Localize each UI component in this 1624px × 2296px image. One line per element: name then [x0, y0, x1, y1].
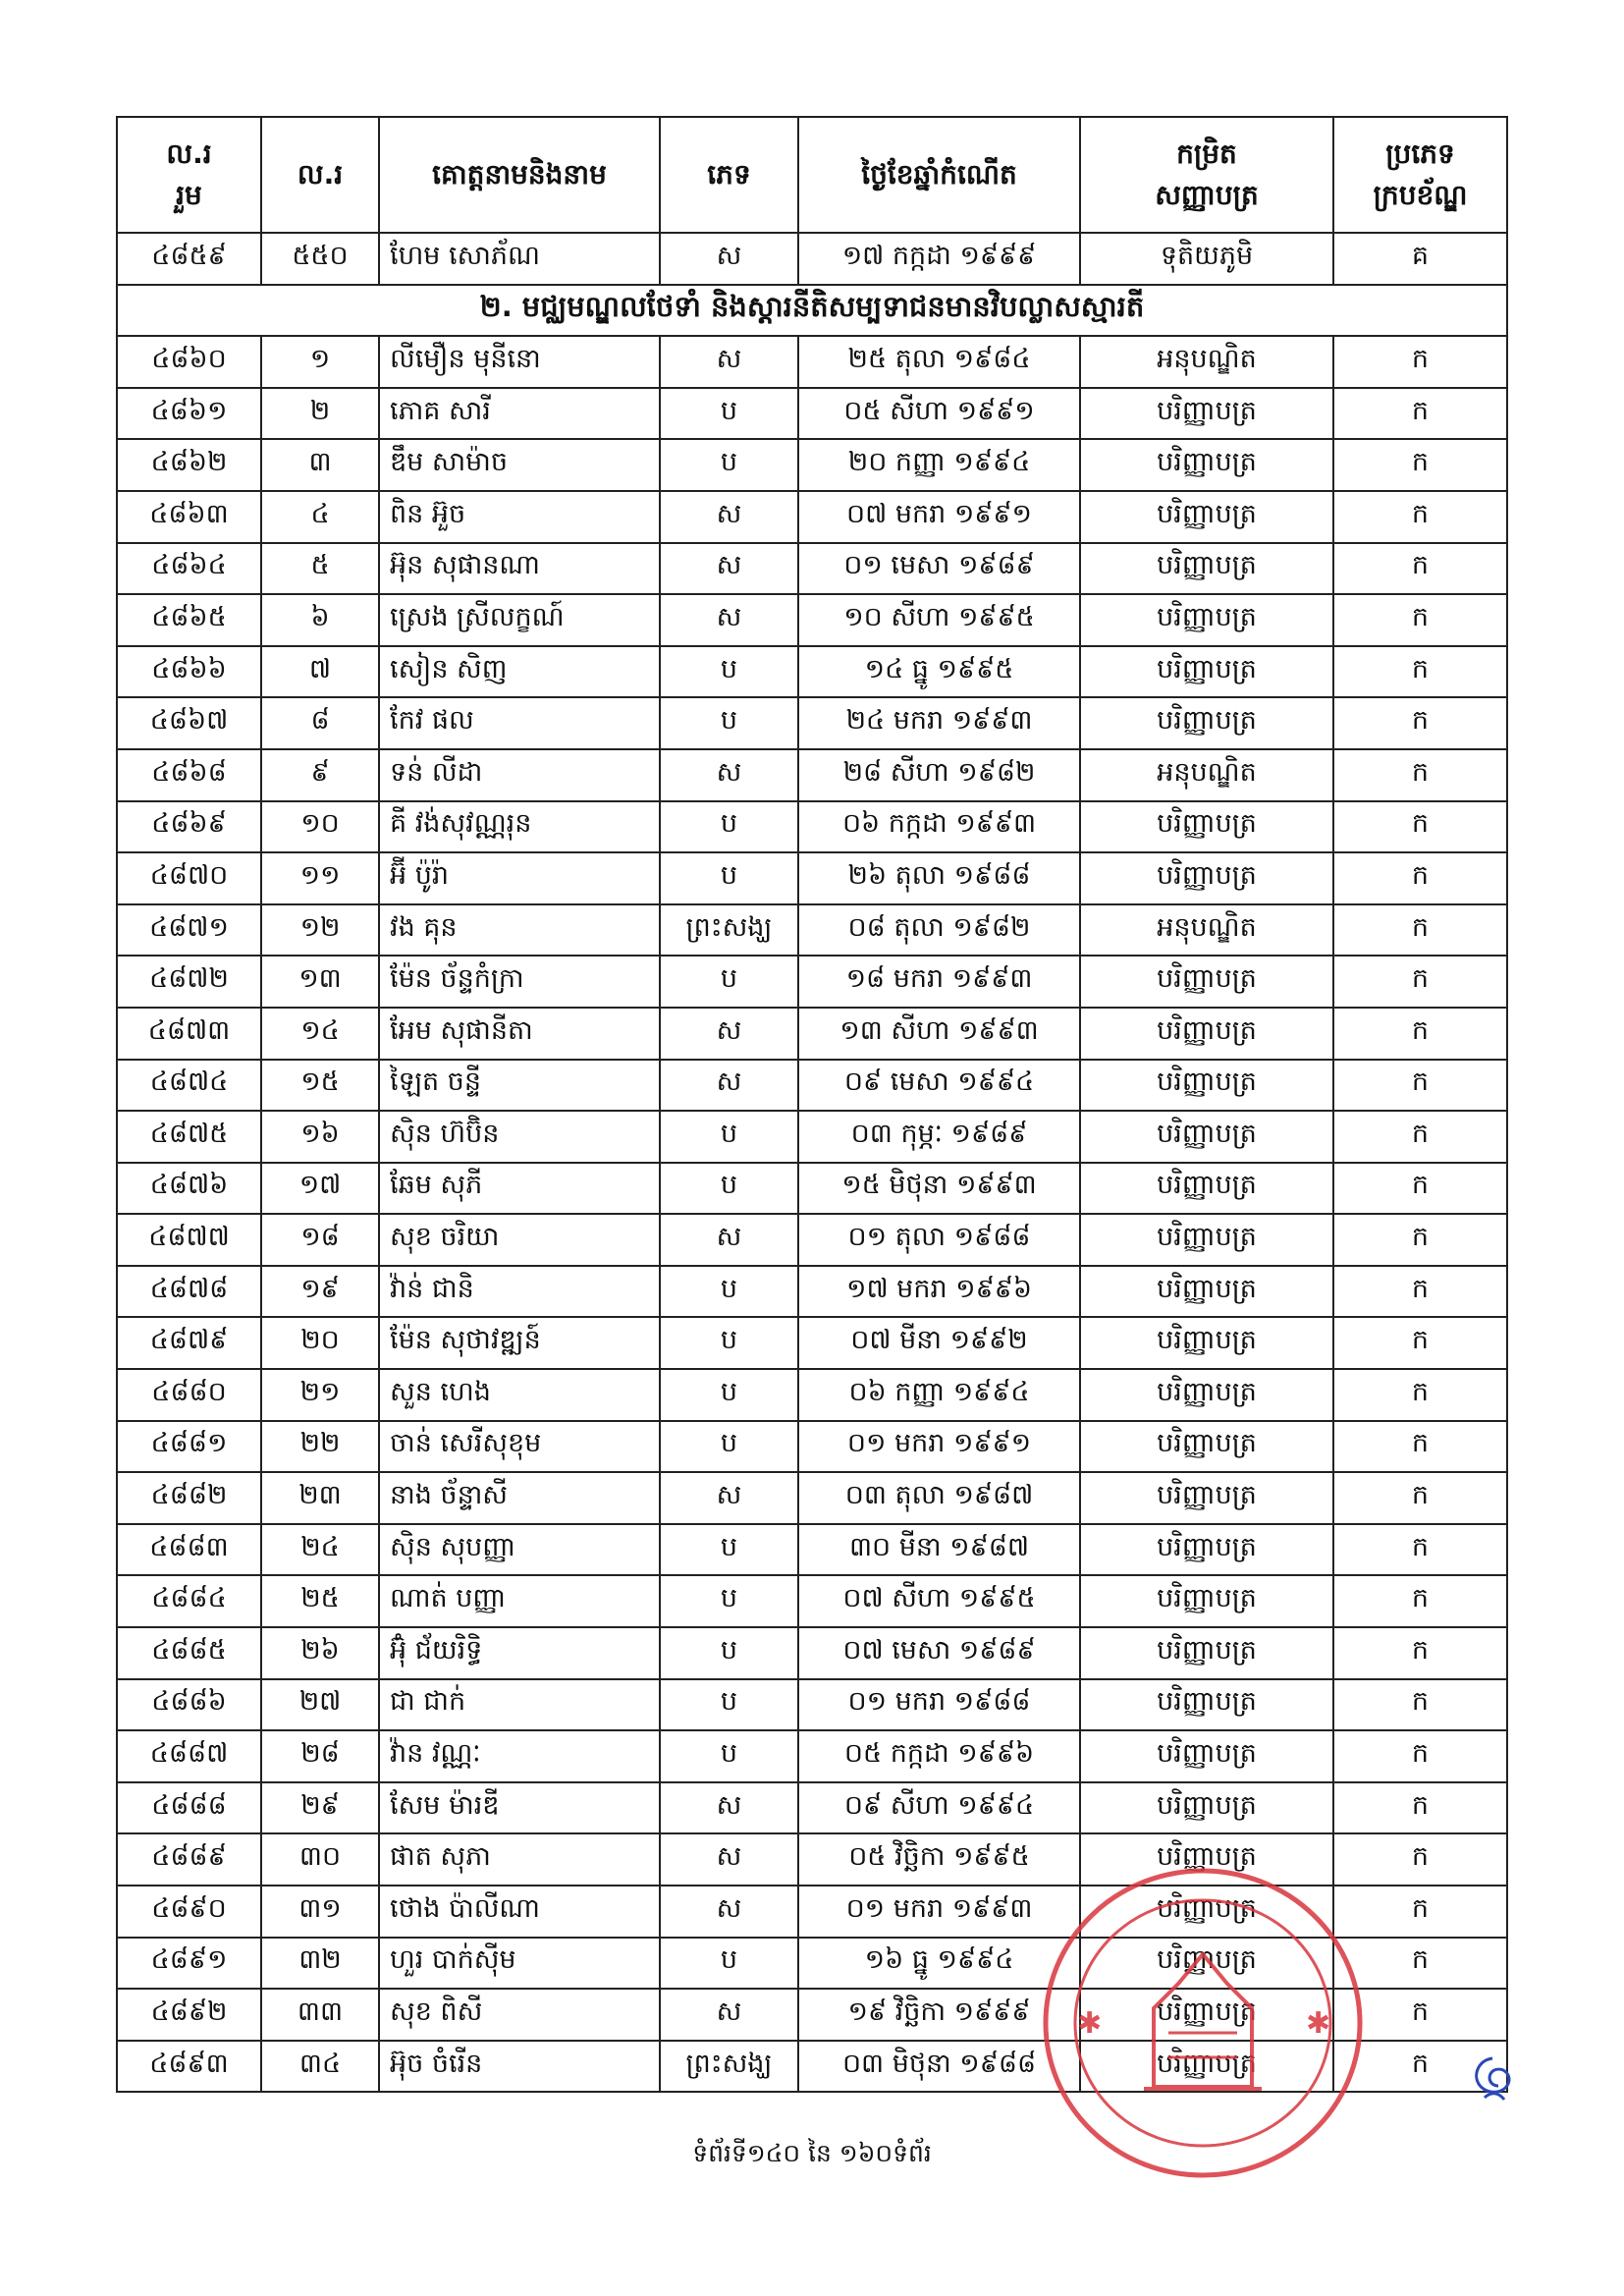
- cell-total-number: ៤៨៧៥: [117, 1111, 261, 1163]
- cell-number: ១២: [261, 904, 379, 957]
- cell-degree: បរិញ្ញាបត្រ: [1080, 594, 1333, 646]
- cell-full-name: ម៉ែន សុថាវឌ្ឍន៍: [379, 1317, 660, 1369]
- document-page: [116, 116, 1506, 2093]
- cell-number: ១៥: [261, 1060, 379, 1112]
- cell-degree: បរិញ្ញាបត្រ: [1080, 1111, 1333, 1163]
- cell-full-name: ឆែម សុភី: [379, 1163, 660, 1215]
- cell-full-name: ម៉ែន ច័ន្ទកំក្រា: [379, 956, 660, 1008]
- cell-framework-type: ក: [1333, 1782, 1507, 1834]
- cell-framework-type: ក: [1333, 2041, 1507, 2093]
- table-row: [117, 1317, 1507, 1369]
- cell-date-of-birth: ០៥ កក្កដា ១៩៩៦: [798, 1730, 1080, 1782]
- cell-number: ១៨: [261, 1214, 379, 1266]
- cell-framework-type: គ: [1333, 233, 1507, 285]
- table-row: [117, 1524, 1507, 1576]
- cell-date-of-birth: ០៧ មករា ១៩៩១: [798, 491, 1080, 543]
- cell-full-name: ពិន អ៊ួច: [379, 491, 660, 543]
- page-number: ទំព័រទី១៤០ នៃ ១៦០ទំព័រ: [692, 2139, 932, 2167]
- cell-number: ១៤: [261, 1008, 379, 1060]
- cell-degree: បរិញ្ញាបត្រ: [1080, 1266, 1333, 1318]
- cell-number: ២៨: [261, 1730, 379, 1782]
- cell-gender: ស: [660, 1833, 798, 1886]
- cell-number: ៤: [261, 491, 379, 543]
- cell-total-number: ៤៨៧៦: [117, 1163, 261, 1215]
- cell-date-of-birth: ០១ មករា ១៩៨៨: [798, 1679, 1080, 1731]
- cell-full-name: វ៉ាន់ ជានិ: [379, 1266, 660, 1318]
- cell-full-name: អ៊ុន សុផានណា: [379, 543, 660, 595]
- table-body: [117, 233, 1507, 2092]
- cell-framework-type: ក: [1333, 646, 1507, 698]
- cell-date-of-birth: ០៣ កុម្ភៈ ១៩៨៩: [798, 1111, 1080, 1163]
- cell-date-of-birth: ២៥ តុលា ១៩៨៤: [798, 336, 1080, 388]
- cell-degree: បរិញ្ញាបត្រ: [1080, 1472, 1333, 1524]
- cell-full-name: លីមឿន មុនីនោ: [379, 336, 660, 388]
- cell-gender: ប: [660, 1679, 798, 1731]
- table-row: [117, 1989, 1507, 2041]
- cell-date-of-birth: ០១ មករា ១៩៩៣: [798, 1886, 1080, 1938]
- cell-date-of-birth: ០៣ មិថុនា ១៩៨៨: [798, 2041, 1080, 2093]
- cell-number: ៥: [261, 543, 379, 595]
- cell-framework-type: ក: [1333, 439, 1507, 491]
- cell-date-of-birth: ០១ មករា ១៩៩១: [798, 1421, 1080, 1473]
- cell-total-number: ៤៨៦៥: [117, 594, 261, 646]
- table-row: [117, 1214, 1507, 1266]
- cell-full-name: កែវ ផល: [379, 697, 660, 749]
- cell-date-of-birth: ២៦ តុលា ១៩៨៨: [798, 852, 1080, 904]
- table-row: [117, 852, 1507, 904]
- cell-number: ៩: [261, 749, 379, 801]
- cell-degree: បរិញ្ញាបត្រ: [1080, 543, 1333, 595]
- cell-framework-type: ក: [1333, 1938, 1507, 1990]
- table-row: [117, 1938, 1507, 1990]
- cell-gender: ប: [660, 1627, 798, 1679]
- cell-full-name: អ៊ុំ ជ័យរិទ្ធិ: [379, 1627, 660, 1679]
- cell-full-name: ផាត សុភា: [379, 1833, 660, 1886]
- cell-total-number: ៤៨៧៧: [117, 1214, 261, 1266]
- cell-gender: ប: [660, 1730, 798, 1782]
- header-number: ល.រ: [261, 117, 379, 233]
- cell-total-number: ៤៨៨៧: [117, 1730, 261, 1782]
- cell-framework-type: ក: [1333, 1111, 1507, 1163]
- cell-full-name: ស្រេង ស្រីលក្ខណ៍: [379, 594, 660, 646]
- cell-total-number: ៤៨៧៩: [117, 1317, 261, 1369]
- cell-total-number: ៤៨៩១: [117, 1938, 261, 1990]
- cell-gender: ប: [660, 1163, 798, 1215]
- cell-full-name: សែម ម៉ារឌី: [379, 1782, 660, 1834]
- cell-number: ៣១: [261, 1886, 379, 1938]
- cell-total-number: ៤៨៨០: [117, 1369, 261, 1421]
- cell-gender: ប: [660, 439, 798, 491]
- cell-date-of-birth: ០៧ សីហា ១៩៩៥: [798, 1575, 1080, 1627]
- table-row: [117, 491, 1507, 543]
- cell-gender: ប: [660, 1111, 798, 1163]
- table-row: [117, 1163, 1507, 1215]
- cell-framework-type: ក: [1333, 1989, 1507, 2041]
- cell-full-name: ជា ជាក់: [379, 1679, 660, 1731]
- cell-gender: ស: [660, 1782, 798, 1834]
- table-row: [117, 697, 1507, 749]
- cell-date-of-birth: ១៤ ធ្នូ ១៩៩៥: [798, 646, 1080, 698]
- cell-total-number: ៤៨៩៣: [117, 2041, 261, 2093]
- table-row: [117, 1060, 1507, 1112]
- cell-total-number: ៤៨៦៩: [117, 801, 261, 853]
- cell-number: ១០: [261, 801, 379, 853]
- cell-number: ៣២: [261, 1938, 379, 1990]
- cell-total-number: ៤៨៨៩: [117, 1833, 261, 1886]
- cell-date-of-birth: ២៨ សីហា ១៩៨២: [798, 749, 1080, 801]
- cell-total-number: ៤៨៦២: [117, 439, 261, 491]
- header-degree: កម្រិត សញ្ញាបត្រ: [1080, 117, 1333, 233]
- table-row: [117, 1369, 1507, 1421]
- cell-number: ២២: [261, 1421, 379, 1473]
- cell-degree: បរិញ្ញាបត្រ: [1080, 1008, 1333, 1060]
- cell-degree: បរិញ្ញាបត្រ: [1080, 1317, 1333, 1369]
- cell-full-name: វង គុន: [379, 904, 660, 957]
- cell-number: ២៤: [261, 1524, 379, 1576]
- cell-framework-type: ក: [1333, 1575, 1507, 1627]
- cell-degree: បរិញ្ញាបត្រ: [1080, 697, 1333, 749]
- cell-number: ១: [261, 336, 379, 388]
- cell-date-of-birth: ១៥ មិថុនា ១៩៩៣: [798, 1163, 1080, 1215]
- cell-total-number: ៤៨៨២: [117, 1472, 261, 1524]
- cell-full-name: ចាន់ សេរីសុខុម: [379, 1421, 660, 1473]
- cell-total-number: ៤៨៨៣: [117, 1524, 261, 1576]
- cell-gender: ប: [660, 852, 798, 904]
- cell-degree: បរិញ្ញាបត្រ: [1080, 1833, 1333, 1886]
- section-row: [117, 285, 1507, 337]
- cell-total-number: ៤៨៦៣: [117, 491, 261, 543]
- cell-full-name: ថោង ប៉ាលីណា: [379, 1886, 660, 1938]
- cell-gender: ស: [660, 1060, 798, 1112]
- cell-degree: បរិញ្ញាបត្រ: [1080, 1989, 1333, 2041]
- cell-gender: ប: [660, 1421, 798, 1473]
- cell-framework-type: ក: [1333, 1421, 1507, 1473]
- cell-date-of-birth: ១០ សីហា ១៩៩៥: [798, 594, 1080, 646]
- cell-degree: បរិញ្ញាបត្រ: [1080, 956, 1333, 1008]
- cell-degree: បរិញ្ញាបត្រ: [1080, 439, 1333, 491]
- cell-full-name: សុខ ចរិយា: [379, 1214, 660, 1266]
- table-row: [117, 594, 1507, 646]
- cell-date-of-birth: ០៦ កញ្ញា ១៩៩៤: [798, 1369, 1080, 1421]
- personnel-table: [116, 116, 1508, 2093]
- cell-number: ៦: [261, 594, 379, 646]
- cell-full-name: វ៉ាន វណ្ណៈ: [379, 1730, 660, 1782]
- table-row: [117, 1886, 1507, 1938]
- cell-number: ២៦: [261, 1627, 379, 1679]
- table-row: [117, 233, 1507, 285]
- cell-full-name: សួន ហេង: [379, 1369, 660, 1421]
- cell-degree: បរិញ្ញាបត្រ: [1080, 1214, 1333, 1266]
- cell-total-number: ៤៨៧៨: [117, 1266, 261, 1318]
- cell-number: ១៣: [261, 956, 379, 1008]
- cell-framework-type: ក: [1333, 1266, 1507, 1318]
- cell-full-name: ហួរ បាក់ស៊ីម: [379, 1938, 660, 1990]
- table-row: [117, 439, 1507, 491]
- cell-degree: បរិញ្ញាបត្រ: [1080, 1782, 1333, 1834]
- cell-framework-type: ក: [1333, 388, 1507, 440]
- table-row: [117, 1575, 1507, 1627]
- cell-gender: ប: [660, 1317, 798, 1369]
- cell-full-name: ភោគ សារី: [379, 388, 660, 440]
- table-row: [117, 1421, 1507, 1473]
- cell-degree: បរិញ្ញាបត្រ: [1080, 1886, 1333, 1938]
- cell-degree: បរិញ្ញាបត្រ: [1080, 491, 1333, 543]
- cell-framework-type: ក: [1333, 594, 1507, 646]
- cell-total-number: ៤៨៧០: [117, 852, 261, 904]
- cell-degree: បរិញ្ញាបត្រ: [1080, 1421, 1333, 1473]
- table-row: [117, 1782, 1507, 1834]
- cell-gender: ព្រះសង្ឃ: [660, 904, 798, 957]
- cell-degree: អនុបណ្ឌិត: [1080, 336, 1333, 388]
- cell-full-name: ឌឹម សាម៉ាច: [379, 439, 660, 491]
- cell-gender: ស: [660, 1214, 798, 1266]
- cell-framework-type: ក: [1333, 801, 1507, 853]
- header-full-name: គោត្តនាមនិងនាម: [379, 117, 660, 233]
- cell-degree: បរិញ្ញាបត្រ: [1080, 1369, 1333, 1421]
- cell-total-number: ៤៨៦៧: [117, 697, 261, 749]
- cell-gender: ស: [660, 543, 798, 595]
- cell-framework-type: ក: [1333, 491, 1507, 543]
- cell-total-number: ៤៨៧២: [117, 956, 261, 1008]
- table-row: [117, 1730, 1507, 1782]
- cell-framework-type: ក: [1333, 1833, 1507, 1886]
- table-header: [117, 117, 1507, 233]
- cell-total-number: ៤៨៨៤: [117, 1575, 261, 1627]
- cell-total-number: ៤៨៦០: [117, 336, 261, 388]
- cell-total-number: ៤៨៩២: [117, 1989, 261, 2041]
- cell-degree: បរិញ្ញាបត្រ: [1080, 1938, 1333, 1990]
- cell-gender: ស: [660, 1008, 798, 1060]
- table-row: [117, 1833, 1507, 1886]
- cell-number: ៨: [261, 697, 379, 749]
- cell-total-number: ៤៨៦៨: [117, 749, 261, 801]
- cell-date-of-birth: ១៧ មករា ១៩៩៦: [798, 1266, 1080, 1318]
- cell-number: ៣: [261, 439, 379, 491]
- cell-number: ៥៥០: [261, 233, 379, 285]
- cell-gender: ប: [660, 1575, 798, 1627]
- cell-gender: ស: [660, 594, 798, 646]
- cell-framework-type: ក: [1333, 1886, 1507, 1938]
- cell-full-name: ណាត់ បញ្ញា: [379, 1575, 660, 1627]
- cell-framework-type: ក: [1333, 697, 1507, 749]
- cell-total-number: ៤៨៨៦: [117, 1679, 261, 1731]
- cell-gender: ប: [660, 956, 798, 1008]
- table-row: [117, 956, 1507, 1008]
- cell-full-name: ស៊ិន សុបញ្ញា: [379, 1524, 660, 1576]
- cell-number: ១៩: [261, 1266, 379, 1318]
- cell-gender: ស: [660, 749, 798, 801]
- cell-number: ៣០: [261, 1833, 379, 1886]
- cell-degree: បរិញ្ញាបត្រ: [1080, 801, 1333, 853]
- cell-framework-type: ក: [1333, 543, 1507, 595]
- cell-date-of-birth: ០១ មេសា ១៩៨៩: [798, 543, 1080, 595]
- cell-framework-type: ក: [1333, 1627, 1507, 1679]
- table-row: [117, 749, 1507, 801]
- cell-date-of-birth: ៣០ មីនា ១៩៨៧: [798, 1524, 1080, 1576]
- cell-gender: ប: [660, 646, 798, 698]
- cell-date-of-birth: ០៩ មេសា ១៩៩៤: [798, 1060, 1080, 1112]
- cell-degree: ទុតិយភូមិ: [1080, 233, 1333, 285]
- cell-full-name: ទន់ លីដា: [379, 749, 660, 801]
- cell-framework-type: ក: [1333, 336, 1507, 388]
- table-row: [117, 2041, 1507, 2093]
- cell-number: ៣៤: [261, 2041, 379, 2093]
- svg-text:✱: ✱: [1077, 2006, 1103, 2041]
- cell-total-number: ៤៨៥៩: [117, 233, 261, 285]
- cell-number: ១៦: [261, 1111, 379, 1163]
- cell-date-of-birth: ១៩ វិច្ឆិកា ១៩៩៩: [798, 1989, 1080, 2041]
- cell-gender: ស: [660, 1886, 798, 1938]
- cell-degree: បរិញ្ញាបត្រ: [1080, 1060, 1333, 1112]
- cell-number: ២៩: [261, 1782, 379, 1834]
- cell-number: ១១: [261, 852, 379, 904]
- cell-gender: ព្រះសង្ឃ: [660, 2041, 798, 2093]
- cell-gender: ប: [660, 801, 798, 853]
- cell-gender: ប: [660, 388, 798, 440]
- header-gender: ភេទ: [660, 117, 798, 233]
- cell-framework-type: ក: [1333, 1679, 1507, 1731]
- cell-framework-type: ក: [1333, 1060, 1507, 1112]
- cell-degree: បរិញ្ញាបត្រ: [1080, 1730, 1333, 1782]
- cell-number: ២៣: [261, 1472, 379, 1524]
- cell-gender: ប: [660, 1369, 798, 1421]
- cell-date-of-birth: ០៦ កក្កដា ១៩៩៣: [798, 801, 1080, 853]
- cell-framework-type: ក: [1333, 1214, 1507, 1266]
- cell-date-of-birth: ០៥ វិច្ឆិកា ១៩៩៥: [798, 1833, 1080, 1886]
- cell-gender: ស: [660, 1472, 798, 1524]
- cell-date-of-birth: ០៧ មីនា ១៩៩២: [798, 1317, 1080, 1369]
- table-row: [117, 388, 1507, 440]
- cell-number: ២០: [261, 1317, 379, 1369]
- cell-gender: ស: [660, 336, 798, 388]
- cell-date-of-birth: ០៩ សីហា ១៩៩៤: [798, 1782, 1080, 1834]
- table-row: [117, 801, 1507, 853]
- svg-text:✱: ✱: [1306, 2006, 1331, 2041]
- cell-full-name: នាង ច័ន្ទាសី: [379, 1472, 660, 1524]
- cell-degree: បរិញ្ញាបត្រ: [1080, 1524, 1333, 1576]
- table-row: [117, 336, 1507, 388]
- cell-date-of-birth: ២០ កញ្ញា ១៩៩៤: [798, 439, 1080, 491]
- cell-gender: ប: [660, 1938, 798, 1990]
- cell-total-number: ៤៨៧៤: [117, 1060, 261, 1112]
- cell-number: ២១: [261, 1369, 379, 1421]
- cell-degree: បរិញ្ញាបត្រ: [1080, 646, 1333, 698]
- cell-number: ៣៣: [261, 1989, 379, 2041]
- cell-date-of-birth: ០៨ តុលា ១៩៨២: [798, 904, 1080, 957]
- cell-framework-type: ក: [1333, 1730, 1507, 1782]
- table-row: [117, 1472, 1507, 1524]
- cell-degree: បរិញ្ញាបត្រ: [1080, 2041, 1333, 2093]
- cell-degree: បរិញ្ញាបត្រ: [1080, 1575, 1333, 1627]
- cell-framework-type: ក: [1333, 1369, 1507, 1421]
- header-date-of-birth: ថ្ងៃខែឆ្នាំកំណើត: [798, 117, 1080, 233]
- cell-framework-type: ក: [1333, 1524, 1507, 1576]
- cell-total-number: ៤៨៧៣: [117, 1008, 261, 1060]
- cell-date-of-birth: ១៧ កក្កដា ១៩៩៩: [798, 233, 1080, 285]
- table-row: [117, 1679, 1507, 1731]
- cell-framework-type: ក: [1333, 1472, 1507, 1524]
- header-total-number: ល.រ រួម: [117, 117, 261, 233]
- cell-degree: បរិញ្ញាបត្រ: [1080, 1163, 1333, 1215]
- table-row: [117, 1111, 1507, 1163]
- cell-full-name: សៀន សិញ: [379, 646, 660, 698]
- cell-total-number: ៤៨៨៨: [117, 1782, 261, 1834]
- cell-full-name: ឡៃត ចន្ទី: [379, 1060, 660, 1112]
- table-row: [117, 1008, 1507, 1060]
- cell-total-number: ៤៨៦៤: [117, 543, 261, 595]
- cell-degree: បរិញ្ញាបត្រ: [1080, 1627, 1333, 1679]
- cell-date-of-birth: ១៨ មករា ១៩៩៣: [798, 956, 1080, 1008]
- table-row: [117, 904, 1507, 957]
- cell-framework-type: ក: [1333, 1317, 1507, 1369]
- cell-total-number: ៤៨៦៦: [117, 646, 261, 698]
- cell-degree: អនុបណ្ឌិត: [1080, 749, 1333, 801]
- cell-degree: បរិញ្ញាបត្រ: [1080, 1679, 1333, 1731]
- cell-gender: ប: [660, 697, 798, 749]
- cell-date-of-birth: ០៣ តុលា ១៩៨៧: [798, 1472, 1080, 1524]
- cell-date-of-birth: ១៦ ធ្នូ ១៩៩៤: [798, 1938, 1080, 1990]
- cell-gender: ប: [660, 1524, 798, 1576]
- cell-number: ២: [261, 388, 379, 440]
- cell-full-name: សុខ ពិសី: [379, 1989, 660, 2041]
- cell-degree: អនុបណ្ឌិត: [1080, 904, 1333, 957]
- cell-degree: បរិញ្ញាបត្រ: [1080, 852, 1333, 904]
- cell-framework-type: ក: [1333, 956, 1507, 1008]
- cell-full-name: អែម សុផានីតា: [379, 1008, 660, 1060]
- table-row: [117, 543, 1507, 595]
- table-row: [117, 1627, 1507, 1679]
- cell-framework-type: ក: [1333, 1008, 1507, 1060]
- cell-number: ៧: [261, 646, 379, 698]
- cell-gender: ប: [660, 1266, 798, 1318]
- cell-full-name: គី វង់សុវណ្ណរុន: [379, 801, 660, 853]
- cell-gender: ស: [660, 233, 798, 285]
- cell-full-name: ហែម សោភ័ណ: [379, 233, 660, 285]
- header-framework-type: ប្រភេទ ក្របខ័ណ្ឌ: [1333, 117, 1507, 233]
- cell-degree: បរិញ្ញាបត្រ: [1080, 388, 1333, 440]
- cell-date-of-birth: ២៤ មករា ១៩៩៣: [798, 697, 1080, 749]
- cell-total-number: ៤៨៨១: [117, 1421, 261, 1473]
- cell-total-number: ៤៨៧១: [117, 904, 261, 957]
- cell-date-of-birth: ០៥ សីហា ១៩៩១: [798, 388, 1080, 440]
- section-title: ២. មជ្ឈមណ្ឌលថែទាំ និងស្តារនីតិសម្បទាជនមានវិបល្លាសស្មារតី: [117, 285, 1507, 337]
- cell-date-of-birth: ០៧ មេសា ១៩៨៩: [798, 1627, 1080, 1679]
- cell-number: ២៥: [261, 1575, 379, 1627]
- cell-framework-type: ក: [1333, 749, 1507, 801]
- cell-full-name: អ៊ុច ចំរើន: [379, 2041, 660, 2093]
- cell-date-of-birth: ០១ តុលា ១៩៨៨: [798, 1214, 1080, 1266]
- cell-full-name: ស៊ិន ហ៊ប៊ិន: [379, 1111, 660, 1163]
- cell-framework-type: ក: [1333, 904, 1507, 957]
- cell-gender: ស: [660, 491, 798, 543]
- cell-framework-type: ក: [1333, 1163, 1507, 1215]
- cell-number: ២៧: [261, 1679, 379, 1731]
- cell-total-number: ៤៨៨៥: [117, 1627, 261, 1679]
- cell-gender: ស: [660, 1989, 798, 2041]
- table-row: [117, 1266, 1507, 1318]
- cell-total-number: ៤៨៦១: [117, 388, 261, 440]
- cell-number: ១៧: [261, 1163, 379, 1215]
- cell-total-number: ៤៨៩០: [117, 1886, 261, 1938]
- cell-full-name: អ៊ី ប៉ូរ៉ា: [379, 852, 660, 904]
- table-row: [117, 646, 1507, 698]
- cell-date-of-birth: ១៣ សីហា ១៩៩៣: [798, 1008, 1080, 1060]
- cell-framework-type: ក: [1333, 852, 1507, 904]
